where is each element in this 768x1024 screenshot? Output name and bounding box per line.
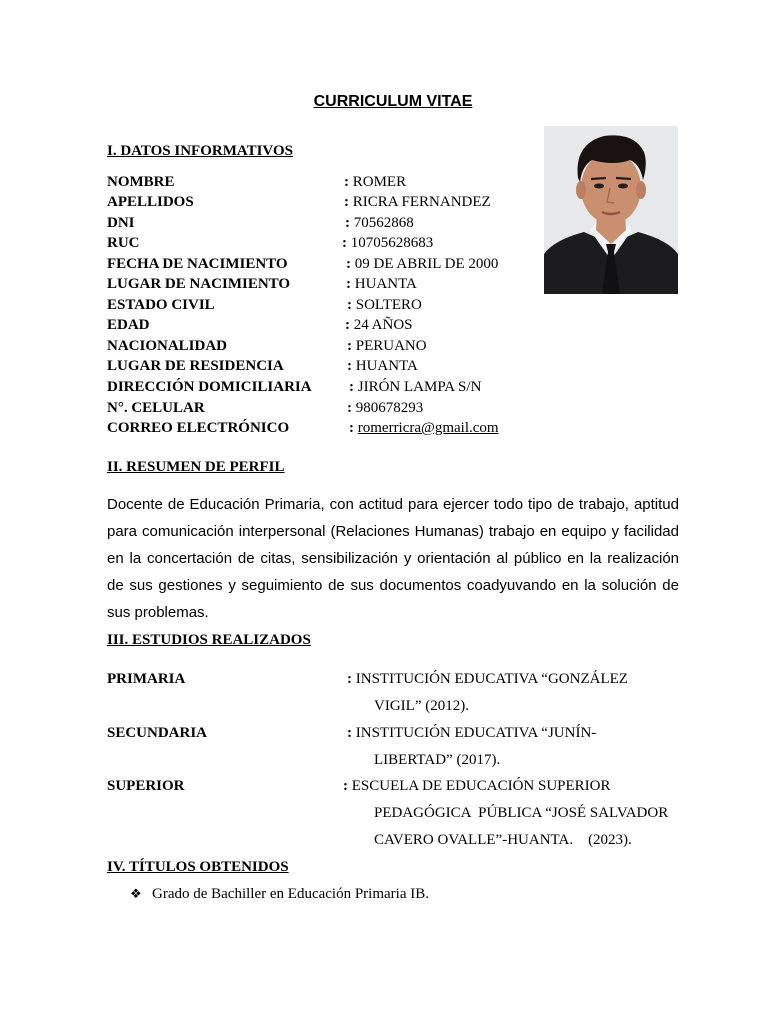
value-estado-civil: : SOLTERO [347, 297, 422, 313]
label-dni: DNI [107, 215, 135, 231]
value-apellidos: : RICRA FERNANDEZ [344, 194, 491, 210]
label-celular: N°. CELULAR [107, 400, 205, 416]
value-edad: : 24 AÑOS [345, 317, 413, 333]
email-link[interactable]: romerricra@gmail.com [357, 420, 499, 436]
value-secundaria-line2: LIBERTAD” (2017). [374, 752, 501, 768]
value-primaria-line1: : INSTITUCIÓN EDUCATIVA “GONZÁLEZ [347, 671, 628, 687]
value-superior-line2: PEDAGÓGICA PÚBLICA “JOSÉ SALVADOR [374, 805, 669, 821]
value-superior-line3: CAVERO OVALLE”-HUANTA. (2023). [374, 832, 632, 848]
label-lugar-residencia: LUGAR DE RESIDENCIA [107, 358, 284, 374]
profile-photo [544, 126, 678, 294]
label-lugar-nacimiento: LUGAR DE NACIMIENTO [107, 276, 291, 292]
section-resumen-perfil: II. RESUMEN DE PERFIL [107, 459, 285, 475]
list-item: ❖ Grado de Bachiller en Educación Primaria IB. [130, 886, 429, 902]
label-edad: EDAD [107, 317, 150, 333]
label-apellidos: APELLIDOS [107, 194, 194, 210]
page-title: CURRICULUM VITAE [313, 93, 473, 110]
value-primaria-line2: VIGIL” (2012). [374, 698, 469, 714]
profile-summary: Docente de Educación Primaria, con actitud para ejercer todo tipo de trabajo, aptitud para comunicación interpersonal (Relaciones Humanas) trabajo en equipo y facilidad en la concertación de citas, sensibilización y orientación al público en la realización de sus gestiones y seguimiento de sus documentos coadyuvando en la solución de sus problemas. [107, 496, 679, 621]
value-celular: : 980678293 [347, 400, 424, 416]
value-correo: : romerricra@gmail.com [349, 420, 499, 436]
section-titulos-obtenidos: IV. TÍTULOS OBTENIDOS [107, 859, 289, 875]
value-superior-line1: : ESCUELA DE EDUCACIÓN SUPERIOR [343, 778, 611, 794]
label-primaria: PRIMARIA [107, 671, 186, 687]
label-direccion-domiciliaria: DIRECCIÓN DOMICILIARIA [107, 379, 312, 395]
section-datos-informativos: I. DATOS INFORMATIVOS [107, 143, 293, 159]
diamond-bullet-icon: ❖ [130, 886, 142, 901]
profile-photo-image [544, 126, 678, 294]
value-secundaria-line1: : INSTITUCIÓN EDUCATIVA “JUNÍN- [347, 725, 597, 741]
label-superior: SUPERIOR [107, 778, 185, 794]
value-lugar-nacimiento: : HUANTA [346, 276, 417, 292]
value-lugar-residencia: : HUANTA [347, 358, 418, 374]
value-direccion-domiciliaria: : JIRÓN LAMPA S/N [349, 379, 482, 395]
label-correo: CORREO ELECTRÓNICO [107, 420, 290, 436]
section-estudios-realizados: III. ESTUDIOS REALIZADOS [107, 632, 311, 648]
label-fecha-nacimiento: FECHA DE NACIMIENTO [107, 256, 288, 272]
label-nombre: NOMBRE [107, 174, 175, 190]
value-nacionalidad: : PERUANO [347, 338, 427, 354]
value-nombre: : ROMER [344, 174, 407, 190]
value-dni: : 70562868 [345, 215, 414, 231]
label-secundaria: SECUNDARIA [107, 725, 208, 741]
label-ruc: RUC [107, 235, 140, 251]
label-estado-civil: ESTADO CIVIL [107, 297, 215, 313]
label-nacionalidad: NACIONALIDAD [107, 338, 228, 354]
value-ruc: : 10705628683 [342, 235, 434, 251]
value-fecha-nacimiento: : 09 DE ABRIL DE 2000 [346, 256, 499, 272]
